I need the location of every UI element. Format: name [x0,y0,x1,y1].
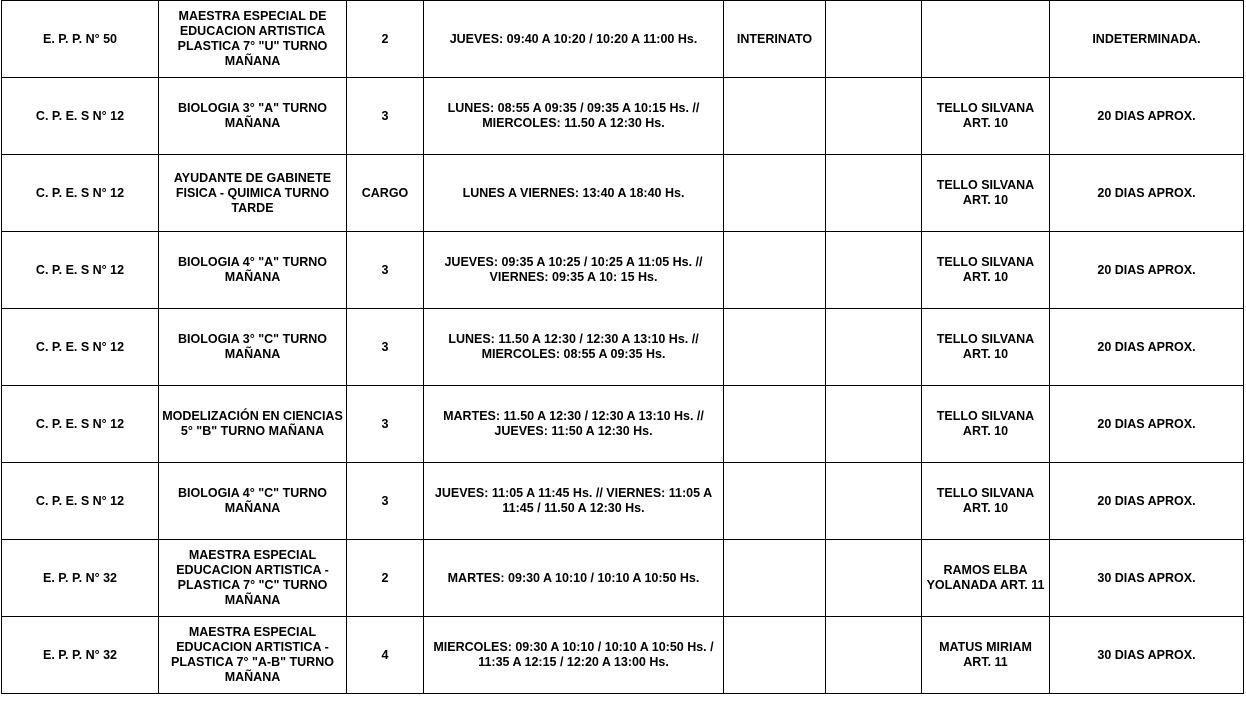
status-cell [724,232,826,309]
status-cell: INTERINATO [724,1,826,78]
schedule-cell: LUNES: 08:55 A 09:35 / 09:35 A 10:15 Hs. // MIERCOLES: 11.50 A 12:30 Hs. [424,78,724,155]
schedule-cell: MARTES: 11.50 A 12:30 / 12:30 A 13:10 Hs. // JUEVES: 11:50 A 12:30 Hs. [424,386,724,463]
hours-cell: 3 [347,78,424,155]
duration-cell: 20 DIAS APROX. [1050,386,1244,463]
table-row [2,540,1244,617]
school-cell: C. P. E. S N° 12 [2,232,159,309]
status-cell [724,617,826,694]
schedule-cell: LUNES A VIERNES: 13:40 A 18:40 Hs. [424,155,724,232]
subject-cell: BIOLOGIA 4° "C" TURNO MAÑANA [159,463,347,540]
school-cell: C. P. E. S N° 12 [2,78,159,155]
replaces-cell: RAMOS ELBA YOLANADA ART. 11 [922,540,1050,617]
school-cell: E. P. P. N° 32 [2,540,159,617]
extra-cell [826,309,922,386]
subject-cell: MODELIZACIÓN EN CIENCIAS 5° "B" TURNO MAÑANA [159,386,347,463]
hours-cell: 3 [347,463,424,540]
extra-cell [826,155,922,232]
replaces-cell: MATUS MIRIAM ART. 11 [922,617,1050,694]
status-cell [724,463,826,540]
school-cell: E. P. P. N° 50 [2,1,159,78]
replaces-cell: TELLO SILVANA ART. 10 [922,232,1050,309]
table-row [2,78,1244,155]
table-body [2,1,1244,694]
table-row [2,463,1244,540]
status-cell [724,309,826,386]
hours-cell: 3 [347,309,424,386]
schedule-cell: MARTES: 09:30 A 10:10 / 10:10 A 10:50 Hs. [424,540,724,617]
table-row [2,309,1244,386]
school-cell: C. P. E. S N° 12 [2,309,159,386]
duration-cell: INDETERMINADA. [1050,1,1244,78]
schedule-cell: JUEVES: 11:05 A 11:45 Hs. // VIERNES: 11:05 A 11:45 / 11.50 A 12:30 Hs. [424,463,724,540]
replaces-cell: TELLO SILVANA ART. 10 [922,463,1050,540]
duration-cell: 20 DIAS APROX. [1050,463,1244,540]
school-cell: E. P. P. N° 32 [2,617,159,694]
subject-cell: BIOLOGIA 3° "A" TURNO MAÑANA [159,78,347,155]
extra-cell [826,463,922,540]
duration-cell: 20 DIAS APROX. [1050,78,1244,155]
subject-cell: MAESTRA ESPECIAL EDUCACION ARTISTICA - PLASTICA 7° "C" TURNO MAÑANA [159,540,347,617]
subject-cell: MAESTRA ESPECIAL EDUCACION ARTISTICA - PLASTICA 7° "A-B" TURNO MAÑANA [159,617,347,694]
status-cell [724,540,826,617]
duration-cell: 20 DIAS APROX. [1050,155,1244,232]
schedule-cell: JUEVES: 09:35 A 10:25 / 10:25 A 11:05 Hs. // VIERNES: 09:35 A 10: 15 Hs. [424,232,724,309]
hours-cell: 2 [347,1,424,78]
duration-cell: 30 DIAS APROX. [1050,617,1244,694]
hours-cell: CARGO [347,155,424,232]
replaces-cell: TELLO SILVANA ART. 10 [922,155,1050,232]
extra-cell [826,540,922,617]
subject-cell: BIOLOGIA 4° "A" TURNO MAÑANA [159,232,347,309]
table-row [2,386,1244,463]
subject-cell: BIOLOGIA 3° "C" TURNO MAÑANA [159,309,347,386]
vacancy-table [1,0,1244,694]
hours-cell: 3 [347,232,424,309]
hours-cell: 2 [347,540,424,617]
replaces-cell [922,1,1050,78]
schedule-cell: JUEVES: 09:40 A 10:20 / 10:20 A 11:00 Hs. [424,1,724,78]
table-row [2,232,1244,309]
table-row [2,617,1244,694]
duration-cell: 30 DIAS APROX. [1050,540,1244,617]
replaces-cell: TELLO SILVANA ART. 10 [922,309,1050,386]
extra-cell [826,232,922,309]
hours-cell: 4 [347,617,424,694]
extra-cell [826,1,922,78]
extra-cell [826,386,922,463]
school-cell: C. P. E. S N° 12 [2,386,159,463]
status-cell [724,155,826,232]
schedule-cell: LUNES: 11.50 A 12:30 / 12:30 A 13:10 Hs. // MIERCOLES: 08:55 A 09:35 Hs. [424,309,724,386]
status-cell [724,78,826,155]
school-cell: C. P. E. S N° 12 [2,155,159,232]
table-row [2,155,1244,232]
hours-cell: 3 [347,386,424,463]
duration-cell: 20 DIAS APROX. [1050,232,1244,309]
extra-cell [826,617,922,694]
replaces-cell: TELLO SILVANA ART. 10 [922,386,1050,463]
duration-cell: 20 DIAS APROX. [1050,309,1244,386]
extra-cell [826,78,922,155]
table-row [2,1,1244,78]
replaces-cell: TELLO SILVANA ART. 10 [922,78,1050,155]
subject-cell: MAESTRA ESPECIAL DE EDUCACION ARTISTICA PLASTICA 7° "U" TURNO MAÑANA [159,1,347,78]
status-cell [724,386,826,463]
subject-cell: AYUDANTE DE GABINETE FISICA - QUIMICA TURNO TARDE [159,155,347,232]
school-cell: C. P. E. S N° 12 [2,463,159,540]
schedule-cell: MIERCOLES: 09:30 A 10:10 / 10:10 A 10:50 Hs. / 11:35 A 12:15 / 12:20 A 13:00 Hs. [424,617,724,694]
